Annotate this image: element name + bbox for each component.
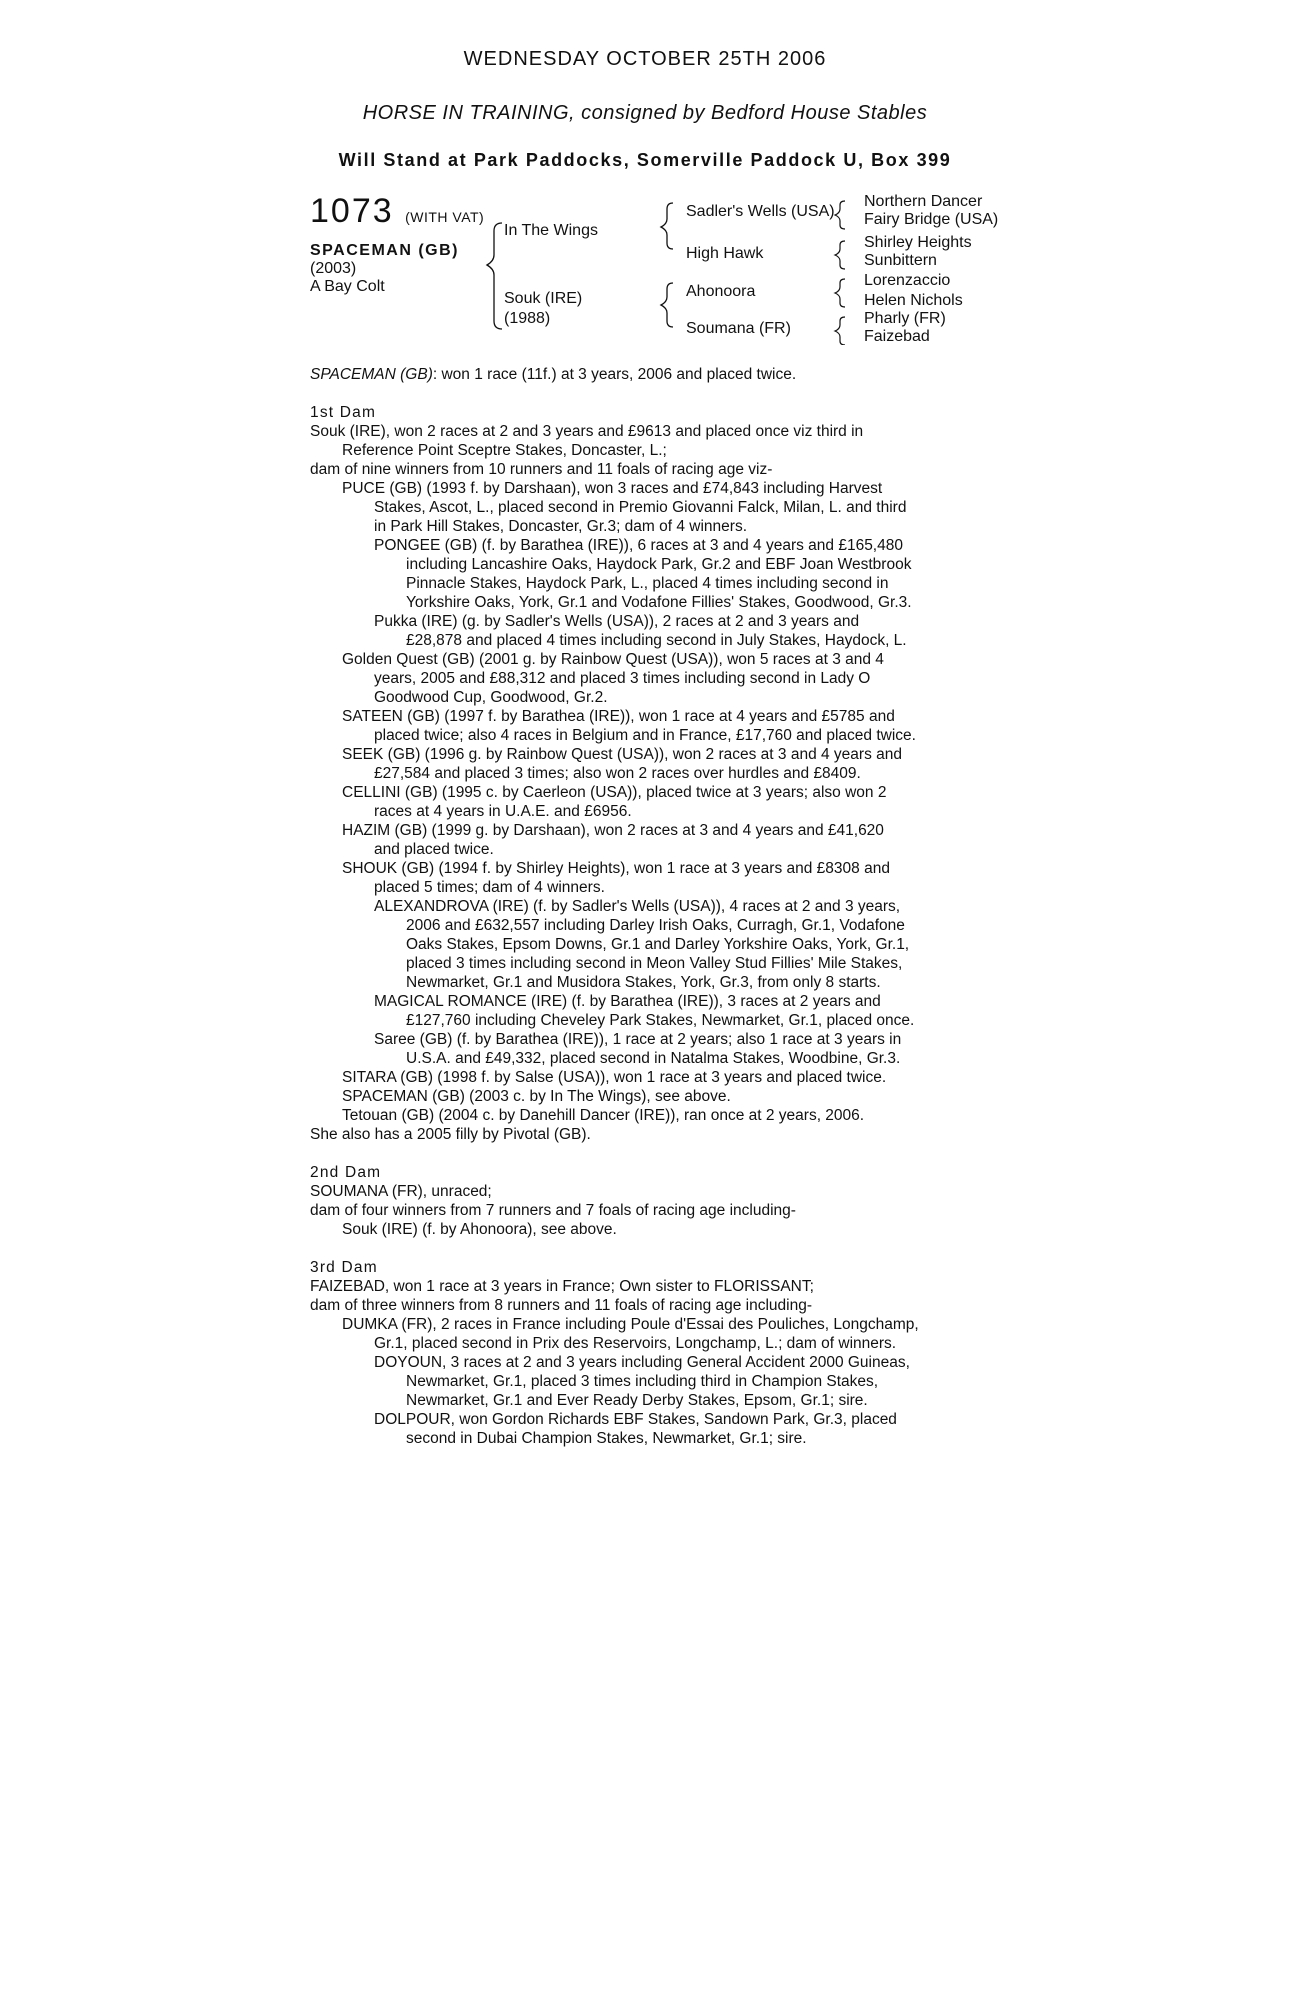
lot-number: 1073	[310, 192, 394, 230]
dam1-line: races at 4 years in U.A.E. and £6956.	[374, 803, 632, 820]
dam1-line: Newmarket, Gr.1 and Musidora Stakes, York, Gr.3, from only 8 starts.	[406, 974, 881, 991]
dam3-line: Newmarket, Gr.1, placed 3 times including third in Champion Stakes,	[406, 1373, 879, 1390]
dam3-line: DOLPOUR, won Gordon Richards EBF Stakes, Sandown Park, Gr.3, placed	[374, 1411, 897, 1428]
dam1-line: PUCE (GB) (1993 f. by Darshaan), won 3 races and £74,843 including Harvest	[342, 480, 883, 497]
dam1-line: SPACEMAN (GB) (2003 c. by In The Wings), see above.	[342, 1088, 731, 1105]
dam1-line: dam of nine winners from 10 runners and 11 foals of racing age viz-	[310, 461, 773, 478]
pedigree-sire-dam: High Hawk	[686, 245, 764, 262]
dam1-line: £28,878 and placed 4 times including second in July Stakes, Haydock, L.	[406, 632, 907, 649]
second-dam-heading: 2nd Dam	[310, 1164, 382, 1181]
dam1-line: ALEXANDROVA (IRE) (f. by Sadler's Wells (USA)), 4 races at 2 and 3 years,	[374, 898, 901, 915]
dam3-line: Gr.1, placed second in Prix des Reservoirs, Longchamp, L.; dam of winners.	[374, 1335, 897, 1352]
first-dam-heading: 1st Dam	[310, 404, 377, 421]
pedigree-dsd: Helen Nichols	[864, 292, 963, 309]
dam1-line: She also has a 2005 filly by Pivotal (GB).	[310, 1126, 591, 1143]
dam1-line: Tetouan (GB) (2004 c. by Danehill Dancer (IRE)), ran once at 2 years, 2006.	[342, 1107, 865, 1124]
pedigree-dss: Lorenzaccio	[864, 272, 951, 289]
horse-description: A Bay Colt	[310, 278, 385, 295]
pedigree-sss: Northern Dancer	[864, 193, 983, 210]
pedigree-dam-dam: Soumana (FR)	[686, 320, 791, 337]
dam1-line: CELLINI (GB) (1995 c. by Caerleon (USA)), placed twice at 3 years; also won 2	[342, 784, 887, 801]
dam1-line: Pukka (IRE) (g. by Sadler's Wells (USA)), 2 races at 2 and 3 years and	[374, 613, 860, 630]
pedigree-dam: Souk (IRE)	[504, 290, 583, 307]
pedigree-sds: Shirley Heights	[864, 234, 972, 251]
dam1-line: SHOUK (GB) (1994 f. by Shirley Heights), won 1 race at 3 years and £8308 and	[342, 860, 890, 877]
dam1-line: SEEK (GB) (1996 g. by Rainbow Quest (USA)), won 2 races at 3 and 4 years and	[342, 746, 902, 763]
dam1-line: Souk (IRE), won 2 races at 2 and 3 years and £9613 and placed once viz third in	[310, 423, 864, 440]
dam1-line: placed 3 times including second in Meon Valley Stud Fillies' Mile Stakes,	[406, 955, 903, 972]
dam1-line: Saree (GB) (f. by Barathea (IRE)), 1 race at 2 years; also 1 race at 3 years in	[374, 1031, 902, 1048]
dam3-line: DOYOUN, 3 races at 2 and 3 years including General Accident 2000 Guineas,	[374, 1354, 910, 1371]
dam2-line: SOUMANA (FR), unraced;	[310, 1183, 492, 1200]
dam1-line: PONGEE (GB) (f. by Barathea (IRE)), 6 races at 3 and 4 years and £165,480	[374, 537, 903, 554]
third-dam-heading: 3rd Dam	[310, 1259, 378, 1276]
dam1-line: in Park Hill Stakes, Doncaster, Gr.3; dam of 4 winners.	[374, 518, 748, 535]
dam1-line: Stakes, Ascot, L., placed second in Premio Giovanni Falck, Milan, L. and third	[374, 499, 907, 516]
dam2-line: dam of four winners from 7 runners and 7 foals of racing age including-	[310, 1202, 796, 1219]
stand-location: Will Stand at Park Paddocks, Somerville Paddock U, Box 399	[338, 150, 952, 170]
dam1-line: £27,584 and placed 3 times; also won 2 races over hurdles and £8409.	[374, 765, 861, 782]
dam1-line: HAZIM (GB) (1999 g. by Darshaan), won 2 races at 3 and 4 years and £41,620	[342, 822, 884, 839]
dam1-line: Reference Point Sceptre Stakes, Doncaster, L.;	[342, 442, 667, 459]
dam1-line: £127,760 including Cheveley Park Stakes, Newmarket, Gr.1, placed once.	[406, 1012, 915, 1029]
dam1-line: MAGICAL ROMANCE (IRE) (f. by Barathea (IRE)), 3 races at 2 years and	[374, 993, 881, 1010]
race-record	[310, 365, 980, 384]
dam1-line: Yorkshire Oaks, York, Gr.1 and Vodafone Fillies' Stakes, Goodwood, Gr.3.	[406, 594, 912, 611]
dam2-line: Souk (IRE) (f. by Ahonoora), see above.	[342, 1221, 617, 1238]
dam1-line: years, 2005 and £88,312 and placed 3 times including second in Lady O	[374, 670, 871, 687]
dam1-line: Golden Quest (GB) (2001 g. by Rainbow Quest (USA)), won 5 races at 3 and 4	[342, 651, 884, 668]
sale-date: WEDNESDAY OCTOBER 25TH 2006	[463, 48, 827, 70]
dam1-line: 2006 and £632,557 including Darley Irish Oaks, Curragh, Gr.1, Vodafone	[406, 917, 905, 934]
dam1-line: and placed twice.	[374, 841, 494, 858]
dam1-line: SATEEN (GB) (1997 f. by Barathea (IRE)), won 1 race at 4 years and £5785 and	[342, 708, 895, 725]
lot-number-block	[310, 192, 484, 231]
dam1-line: Goodwood Cup, Goodwood, Gr.2.	[374, 689, 608, 706]
pedigree-sire: In The Wings	[504, 222, 598, 239]
dam1-line: U.S.A. and £49,332, placed second in Natalma Stakes, Woodbine, Gr.3.	[406, 1050, 901, 1067]
dam3-line: DUMKA (FR), 2 races in France including Poule d'Essai des Pouliches, Longchamp,	[342, 1316, 919, 1333]
pedigree-ddd: Faizebad	[864, 328, 930, 345]
pedigree-sdd: Sunbittern	[864, 252, 937, 269]
dam3-line: second in Dubai Champion Stakes, Newmarket, Gr.1; sire.	[406, 1430, 807, 1447]
race-record-text: : won 1 race (11f.) at 3 years, 2006 and placed twice.	[432, 366, 797, 383]
dam1-line: Pinnacle Stakes, Haydock Park, L., placed 4 times including second in	[406, 575, 889, 592]
catalogue-body	[310, 365, 980, 1448]
dam3-line: FAIZEBAD, won 1 race at 3 years in France; Own sister to FLORISSANT;	[310, 1278, 814, 1295]
pedigree-dam-year: (1988)	[504, 310, 551, 327]
horse-year: (2003)	[310, 260, 357, 277]
dam1-line: including Lancashire Oaks, Haydock Park, Gr.2 and EBF Joan Westbrook	[406, 556, 912, 573]
dam1-line: placed twice; also 4 races in Belgium and in France, £17,760 and placed twice.	[374, 727, 916, 744]
race-record-horse: SPACEMAN (GB)	[310, 366, 433, 383]
pedigree-sire-sire: Sadler's Wells (USA)	[686, 203, 835, 220]
pedigree-dam-sire: Ahonoora	[686, 283, 756, 300]
dam1-line: placed 5 times; dam of 4 winners.	[374, 879, 605, 896]
vat-note: (WITH VAT)	[405, 209, 485, 225]
dam1-line: SITARA (GB) (1998 f. by Salse (USA)), won 1 race at 3 years and placed twice.	[342, 1069, 887, 1086]
horse-name: SPACEMAN (GB)	[310, 242, 459, 259]
pedigree-dds: Pharly (FR)	[864, 310, 946, 327]
dam1-line: Oaks Stakes, Epsom Downs, Gr.1 and Darley Yorkshire Oaks, York, Gr.1,	[406, 936, 910, 953]
dam3-line: dam of three winners from 8 runners and 11 foals of racing age including-	[310, 1297, 813, 1314]
consignment-line: HORSE IN TRAINING, consigned by Bedford House Stables	[362, 102, 928, 124]
pedigree-ssd: Fairy Bridge (USA)	[864, 211, 999, 228]
dam3-line: Newmarket, Gr.1 and Ever Ready Derby Stakes, Epsom, Gr.1; sire.	[406, 1392, 868, 1409]
horse-info	[310, 242, 459, 296]
